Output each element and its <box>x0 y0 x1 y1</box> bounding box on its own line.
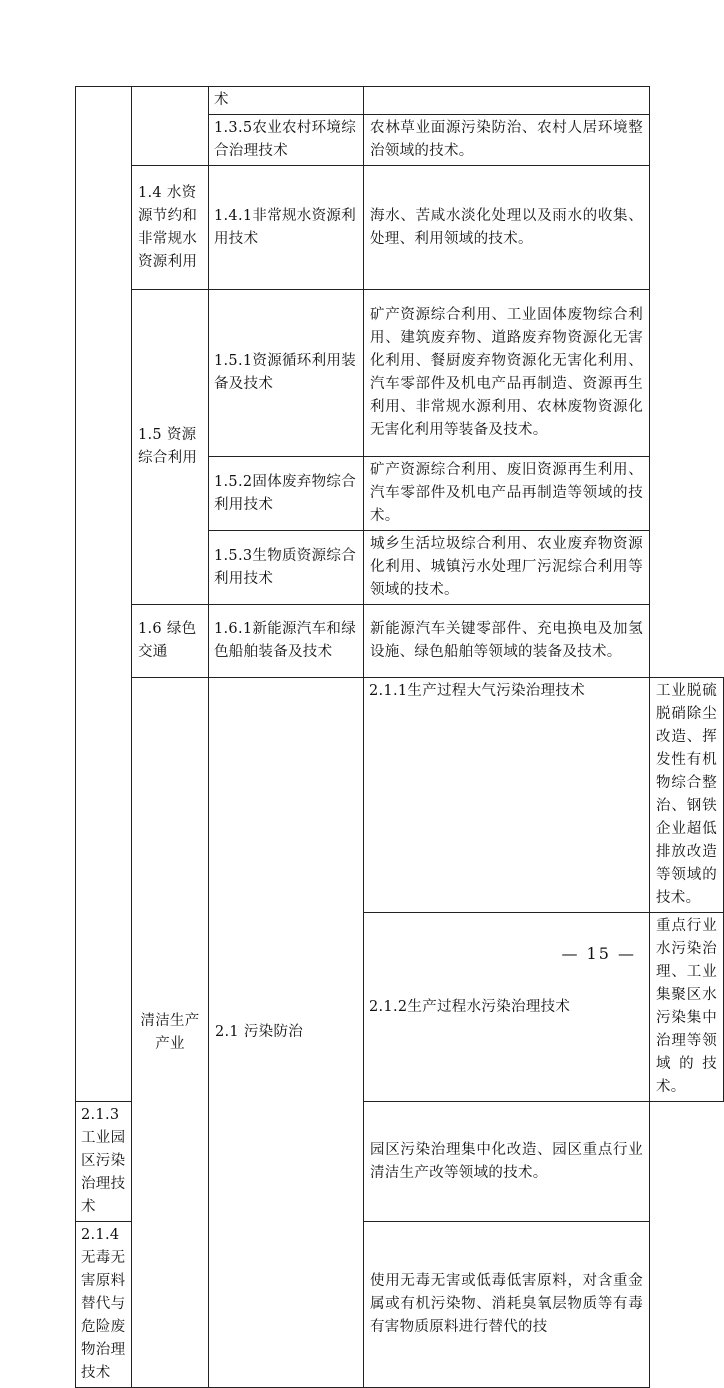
subcategory-name-cell: 1.6.1新能源汽车和绿色船舶装备及技术 <box>209 605 364 678</box>
category-cell-continued <box>76 87 132 1102</box>
subcategory-desc-cell: 农林草业面源污染防治、农村人居环境整治领域的技术。 <box>364 115 650 166</box>
group-cell-2-1: 2.1 污染防治 <box>209 678 364 1388</box>
subcategory-desc-cell: 重点行业水污染治理、工业集聚区水污染集中治理等领域的技术。 <box>650 913 724 1102</box>
subcategory-name-cell: 1.3.5农业农村环境综合治理技术 <box>209 115 364 166</box>
subcategory-desc-cell: 新能源汽车关键零部件、充电换电及加氢设施、绿色船舶等领域的装备及技术。 <box>364 605 650 678</box>
group-cell-continued <box>132 87 209 166</box>
subcategory-desc-cell: 海水、苦咸水淡化处理以及雨水的收集、处理、利用领域的技术。 <box>364 166 650 290</box>
subcategory-name-cell: 1.5.1资源循环利用装备及技术 <box>209 290 364 457</box>
subcategory-desc-cell <box>364 87 650 115</box>
page-number: — 15 — <box>561 944 636 963</box>
subcategory-desc-cell: 园区污染治理集中化改造、园区重点行业清洁生产改等领域的技术。 <box>364 1102 650 1222</box>
catalog-table <box>75 86 724 1388</box>
category-cell-clean-production: 清洁生产产业 <box>132 678 209 1388</box>
subcategory-desc-cell: 矿产资源综合利用、废旧资源再生利用、汽车零部件及机电产品再制造等领域的技术。 <box>364 457 650 531</box>
subcategory-desc-cell: 使用无毒无害或低毒低害原料，对含重金属或有机污染物、消耗臭氧层物质等有毒有害物质原料进行替代的技 <box>364 1222 650 1388</box>
subcategory-name-cell: 术 <box>209 87 364 115</box>
subcategory-name-cell: 1.5.3生物质资源综合利用技术 <box>209 531 364 605</box>
subcategory-name-cell: 1.4.1非常规水资源利用技术 <box>209 166 364 290</box>
subcategory-name-cell: 2.1.3工业园区污染治理技术 <box>76 1102 132 1222</box>
group-cell-1-4: 1.4 水资源节约和非常规水资源利用 <box>132 166 209 290</box>
subcategory-name-cell: 2.1.1生产过程大气污染治理技术 <box>364 678 650 913</box>
subcategory-desc-cell: 城乡生活垃圾综合利用、农业废弃物资源化利用、城镇污水处理厂污泥综合利用等领域的技术。 <box>364 531 650 605</box>
subcategory-name-cell: 1.5.2固体废弃物综合利用技术 <box>209 457 364 531</box>
group-cell-1-5: 1.5 资源综合利用 <box>132 290 209 605</box>
subcategory-desc-cell: 矿产资源综合利用、工业固体废物综合利用、建筑废弃物、道路废弃物资源化无害化利用、餐厨废弃物资源化无害化利用、汽车零部件及机电产品再制造、资源再生利用、非常规水源利用、农林废物资源化无害化利用等装备及技术。 <box>364 290 650 457</box>
subcategory-name-cell: 2.1.4无毒无害原料替代与危险废物治理技术 <box>76 1222 132 1388</box>
subcategory-desc-cell: 工业脱硫脱硝除尘改造、挥发性有机物综合整治、钢铁企业超低排放改造等领域的技术。 <box>650 678 724 913</box>
group-cell-1-6: 1.6 绿色交通 <box>132 605 209 678</box>
subcategory-name-cell: 2.1.2生产过程水污染治理技术 <box>364 913 650 1102</box>
